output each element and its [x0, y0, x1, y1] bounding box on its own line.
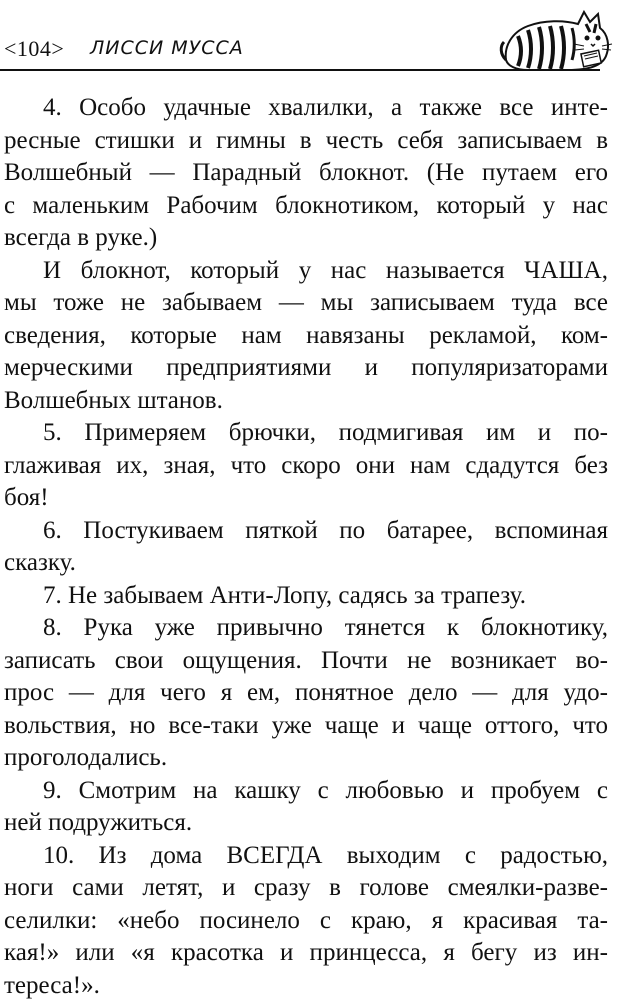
- text-line: сказку.: [4, 547, 608, 580]
- text-line: проголодались.: [4, 742, 608, 775]
- paragraph: [4, 417, 608, 515]
- text-line: тереса!».: [4, 970, 608, 1002]
- text-line: 5. Примеряем брючки, подмигивая им и по-: [4, 417, 608, 450]
- text-line: записать свои ощущения. Почти не возникает во-: [4, 645, 608, 678]
- text-line: кая!» или «я красотка и принцесса, я бегу из ин-: [4, 937, 608, 970]
- text-line: ресные стишки и гимны в честь себя записываем в: [4, 125, 608, 158]
- text-line: 6. Постукиваем пяткой по батарее, вспоминая: [4, 515, 608, 548]
- text-line: всегда в руке.): [4, 222, 608, 255]
- text-line: 9. Смотрим на кашку с любовью и пробуем с: [4, 775, 608, 808]
- text-line: 7. Не забываем Анти-Лопу, садясь за трапезу.: [4, 580, 608, 613]
- paragraph: [4, 92, 608, 255]
- paragraph: [4, 775, 608, 840]
- text-line: мы тоже не забываем — мы записываем туда все: [4, 287, 608, 320]
- text-line: 4. Особо удачные хвалилки, а также все инте-: [4, 92, 608, 125]
- text-line: И блокнот, который у нас называется ЧАША,: [4, 255, 608, 288]
- text-line: ноги сами летят, и сразу в голове смеялки-разве-: [4, 872, 608, 905]
- text-line: с маленьким Рабочим блокнотиком, который у нас: [4, 190, 608, 223]
- text-line: 8. Рука уже привычно тянется к блокнотику,: [4, 612, 608, 645]
- text-line: вольствия, но все-таки уже чаще и чаще оттого, что: [4, 710, 608, 743]
- paragraph: [4, 840, 608, 1002]
- paragraph: [4, 255, 608, 418]
- page-header: [0, 0, 620, 80]
- page-number: <104>: [4, 36, 64, 62]
- text-line: сведения, которые нам навязаны рекламой, ком-: [4, 320, 608, 353]
- text-line: 10. Из дома ВСЕГДА выходим с радостью,: [4, 840, 608, 873]
- text-line: боя!: [4, 482, 608, 515]
- header-rule: [0, 69, 600, 71]
- text-line: прос — для чего я ем, понятное дело — для удо-: [4, 677, 608, 710]
- body-text: [4, 92, 608, 1002]
- running-title: ЛИССИ МУССА: [90, 37, 244, 59]
- paragraph: [4, 612, 608, 775]
- text-line: ней подружиться.: [4, 807, 608, 840]
- striped-cat-icon: [498, 2, 616, 74]
- text-line: Волшебных штанов.: [4, 385, 608, 418]
- text-line: Волшебный — Парадный блокнот. (Не путаем его: [4, 157, 608, 190]
- paragraph: [4, 515, 608, 580]
- paragraph: [4, 580, 608, 613]
- text-line: селилки: «небо посинело с краю, я красивая та-: [4, 905, 608, 938]
- text-line: мерческими предприятиями и популяризаторами: [4, 352, 608, 385]
- text-line: глаживая их, зная, что скоро они нам сдадутся без: [4, 450, 608, 483]
